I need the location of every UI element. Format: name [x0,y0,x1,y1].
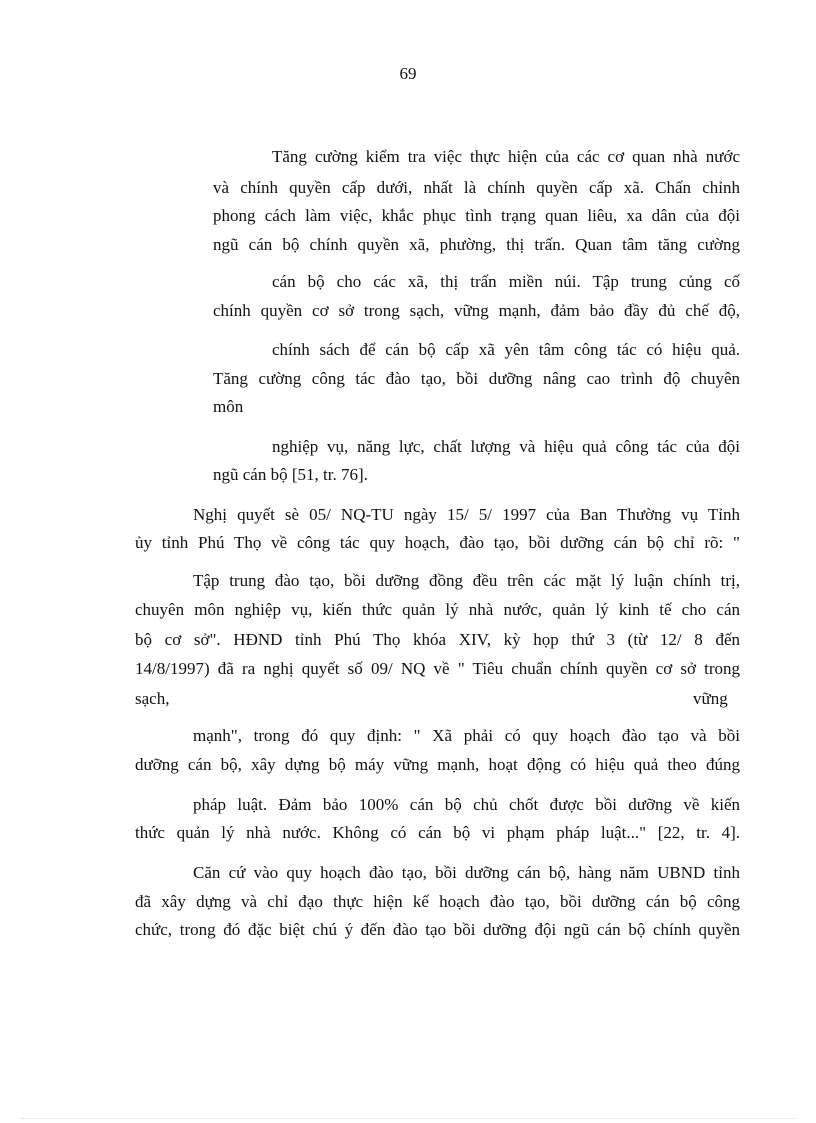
page-bottom-divider [20,1118,796,1119]
paragraph-line: dưỡng cán bộ, xây dựng bộ máy vững mạnh, hoạt động có hiệu quả theo đúng [135,755,740,774]
page-number: 69 [399,64,417,83]
paragraph-line: 14/8/1997) đã ra nghị quyết số 09/ NQ về " Tiêu chuẩn chính quyền cơ sở trong [135,659,740,678]
paragraph-line: thức quản lý nhà nước. Không có cán bộ vi phạm pháp luật..." [22, tr. 4]. [135,823,740,842]
quote-line: Tăng cường công tác đào tạo, bồi dưỡng nâng cao trình độ chuyên [213,369,740,388]
paragraph-line: đã xây dựng và chỉ đạo thực hiện kế hoạch đào tạo, bồi dưỡng cán bộ công [135,892,740,911]
quote-line: môn [213,397,244,416]
quote-line: ngũ cán bộ chính quyền xã, phường, thị trấn. Quan tâm tăng cường [213,235,740,254]
paragraph-line: pháp luật. Đảm bảo 100% cán bộ chủ chốt được bồi dưỡng về kiến [193,795,740,814]
quote-line: ngũ cán bộ [51, tr. 76]. [213,465,368,484]
paragraph-line: Căn cứ vào quy hoạch đào tạo, bồi dưỡng cán bộ, hàng năm UBND tỉnh [193,863,740,882]
paragraph-line: bộ cơ sở". HĐND tỉnh Phú Thọ khóa XIV, kỳ họp thứ 3 (từ 12/ 8 đến [135,630,740,649]
paragraph-line: Nghị quyết sè 05/ NQ-TU ngày 15/ 5/ 1997 của Ban Thường vụ Tỉnh [193,505,740,524]
paragraph-line: mạnh", trong đó quy định: " Xã phải có quy hoạch đào tạo và bồi [193,726,740,745]
paragraph-line: Tập trung đào tạo, bồi dưỡng đồng đều trên các mặt lý luận chính trị, [193,571,740,590]
paragraph-line: sạch, [135,689,170,708]
quote-line: cán bộ cho các xã, thị trấn miền núi. Tập trung củng cố [272,272,740,291]
quote-line: chính quyền cơ sở trong sạch, vững mạnh, đảm bảo đầy đủ chế độ, [213,301,740,320]
quote-line: chính sách để cán bộ cấp xã yên tâm công tác có hiệu quả. [272,340,740,359]
paragraph-line: chức, trong đó đặc biệt chú ý đến đào tạo bồi dưỡng đội ngũ cán bộ chính quyền [135,920,740,939]
quote-line: Tăng cường kiểm tra việc thực hiện của các cơ quan nhà nước [272,147,740,166]
quote-line: nghiệp vụ, năng lực, chất lượng và hiệu quả công tác của đội [272,437,740,456]
quote-line: và chính quyền cấp dưới, nhất là chính quyền cấp xã. Chấn chỉnh [213,178,740,197]
quote-line: phong cách làm việc, khắc phục tình trạng quan liêu, xa dân của đội [213,206,740,225]
paragraph-line: chuyên môn nghiệp vụ, kiến thức quản lý nhà nước, quản lý kinh tế cho cán [135,600,740,619]
paragraph-line: vững [693,689,728,708]
paragraph-line: ủy tỉnh Phú Thọ về công tác quy hoạch, đào tạo, bồi dưỡng cán bộ chỉ rõ: " [135,533,740,552]
